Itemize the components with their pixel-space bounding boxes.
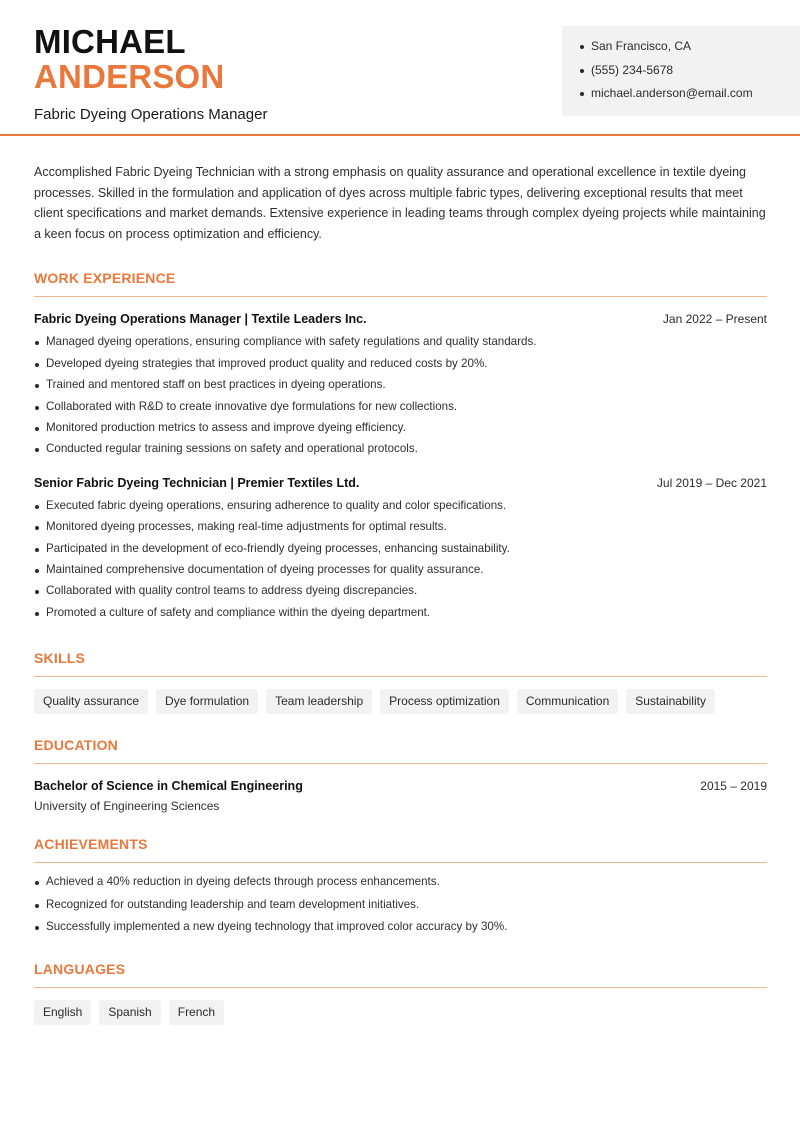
- bullet-icon: [35, 384, 39, 388]
- bullet-icon: [35, 548, 39, 552]
- job-header: [34, 476, 767, 490]
- language-chip: French: [169, 1000, 224, 1025]
- skill-chip: Communication: [517, 689, 618, 714]
- section-title: WORK EXPERIENCE: [34, 270, 767, 297]
- skill-chip: Sustainability: [626, 689, 715, 714]
- list-item: Recognized for outstanding leadership and team development initiatives.: [34, 898, 767, 921]
- phone-text: (555) 234-5678: [591, 62, 674, 77]
- achievements-section: [34, 836, 767, 943]
- language-chips: [34, 1000, 767, 1025]
- skills-chips: [34, 689, 767, 714]
- bullet-icon: [35, 505, 39, 509]
- list-item: Successfully implemented a new dyeing technology that improved color accuracy by 30%.: [34, 920, 767, 943]
- bullet-icon: [35, 448, 39, 452]
- list-item: Executed fabric dyeing operations, ensuring adherence to quality and color specifications.: [34, 499, 767, 520]
- education-header: [34, 779, 767, 793]
- list-item: Trained and mentored staff on best practices in dyeing operations.: [34, 378, 767, 399]
- bullet-icon: [580, 92, 584, 96]
- list-item: Conducted regular training sessions on safety and operational protocols.: [34, 442, 767, 463]
- job-entry: [34, 476, 767, 627]
- location-text: San Francisco, CA: [591, 39, 692, 53]
- degree: Bachelor of Science in Chemical Engineering: [34, 779, 303, 794]
- bullet-icon: [35, 427, 39, 431]
- bullet-icon: [35, 881, 39, 885]
- job-bullets: [34, 499, 767, 627]
- bullet-icon: [35, 363, 39, 367]
- summary: Accomplished Fabric Dyeing Technician with a strong emphasis on quality assurance and operational excellence in textile dyeing processes. Skilled in the formulation and application of dyes across multiple fabric types, delivering exceptional results that meet client specifications and market demands. Extensive experience in leading teams through complex dyeing projects while maintaining a keen focus on process optimization and efficiency.: [34, 165, 766, 241]
- list-item: Managed dyeing operations, ensuring compliance with safety regulations and quality standards.: [34, 335, 767, 356]
- list-item: Participated in the development of eco-friendly dyeing processes, enhancing sustainability.: [34, 542, 767, 563]
- contact-box: [562, 26, 800, 116]
- job-entry: [34, 312, 767, 463]
- language-chip: English: [34, 1000, 91, 1025]
- languages-section: [34, 961, 767, 1025]
- education-years: 2015 – 2019: [700, 779, 767, 794]
- bullet-icon: [580, 45, 584, 49]
- job-header: [34, 312, 767, 326]
- list-item: Monitored production metrics to assess and improve dyeing efficiency.: [34, 421, 767, 442]
- list-item: Monitored dyeing processes, making real-time adjustments for optimal results.: [34, 520, 767, 541]
- job-dates: Jul 2019 – Dec 2021: [656, 475, 767, 490]
- bullet-icon: [35, 590, 39, 594]
- job-role: Fabric Dyeing Operations Manager | Textile Leaders Inc.: [34, 312, 367, 327]
- bullet-icon: [35, 569, 39, 573]
- achievement-bullets: [34, 875, 767, 943]
- skill-chip: Team leadership: [266, 689, 372, 714]
- list-item: Developed dyeing strategies that improved product quality and reduced costs by 20%.: [34, 357, 767, 378]
- bullet-icon: [35, 612, 39, 616]
- list-item: Promoted a culture of safety and compliance within the dyeing department.: [34, 606, 767, 627]
- first-name: MICHAEL: [34, 23, 186, 60]
- skills-section: [34, 650, 767, 714]
- job-bullets: [34, 335, 767, 463]
- language-chip: Spanish: [99, 1000, 160, 1025]
- bullet-icon: [580, 69, 584, 73]
- list-item: Collaborated with R&D to create innovative dye formulations for new collections.: [34, 400, 767, 421]
- list-item: Maintained comprehensive documentation of dyeing processes for quality assurance.: [34, 563, 767, 584]
- job-role: Senior Fabric Dyeing Technician | Premier Textiles Ltd.: [34, 475, 360, 490]
- section-title: EDUCATION: [34, 737, 767, 764]
- education-section: [34, 737, 767, 813]
- work-experience-section: [34, 270, 767, 627]
- section-title: ACHIEVEMENTS: [34, 836, 767, 863]
- last-name: ANDERSON: [34, 58, 225, 95]
- bullet-icon: [35, 526, 39, 530]
- resume-content: [34, 162, 767, 1025]
- school: University of Engineering Sciences: [34, 799, 220, 814]
- bullet-icon: [35, 904, 39, 908]
- list-item: Achieved a 40% reduction in dyeing defects through process enhancements.: [34, 875, 767, 898]
- section-title: LANGUAGES: [34, 961, 767, 988]
- name-block: [34, 24, 267, 123]
- job-dates: Jan 2022 – Present: [662, 312, 767, 327]
- bullet-icon: [35, 406, 39, 410]
- resume-header: [0, 0, 800, 136]
- skill-chip: Process optimization: [380, 689, 509, 714]
- list-item: Collaborated with quality control teams to address dyeing discrepancies.: [34, 584, 767, 605]
- contact-location: [580, 39, 800, 63]
- job-title: Fabric Dyeing Operations Manager: [34, 106, 268, 123]
- skill-chip: Quality assurance: [34, 689, 148, 714]
- email-text: michael.anderson@email.com: [591, 86, 753, 100]
- contact-email: [580, 86, 800, 110]
- bullet-icon: [35, 341, 39, 345]
- section-title: SKILLS: [34, 650, 767, 677]
- contact-phone: [580, 63, 800, 87]
- bullet-icon: [35, 926, 39, 930]
- skill-chip: Dye formulation: [156, 689, 258, 714]
